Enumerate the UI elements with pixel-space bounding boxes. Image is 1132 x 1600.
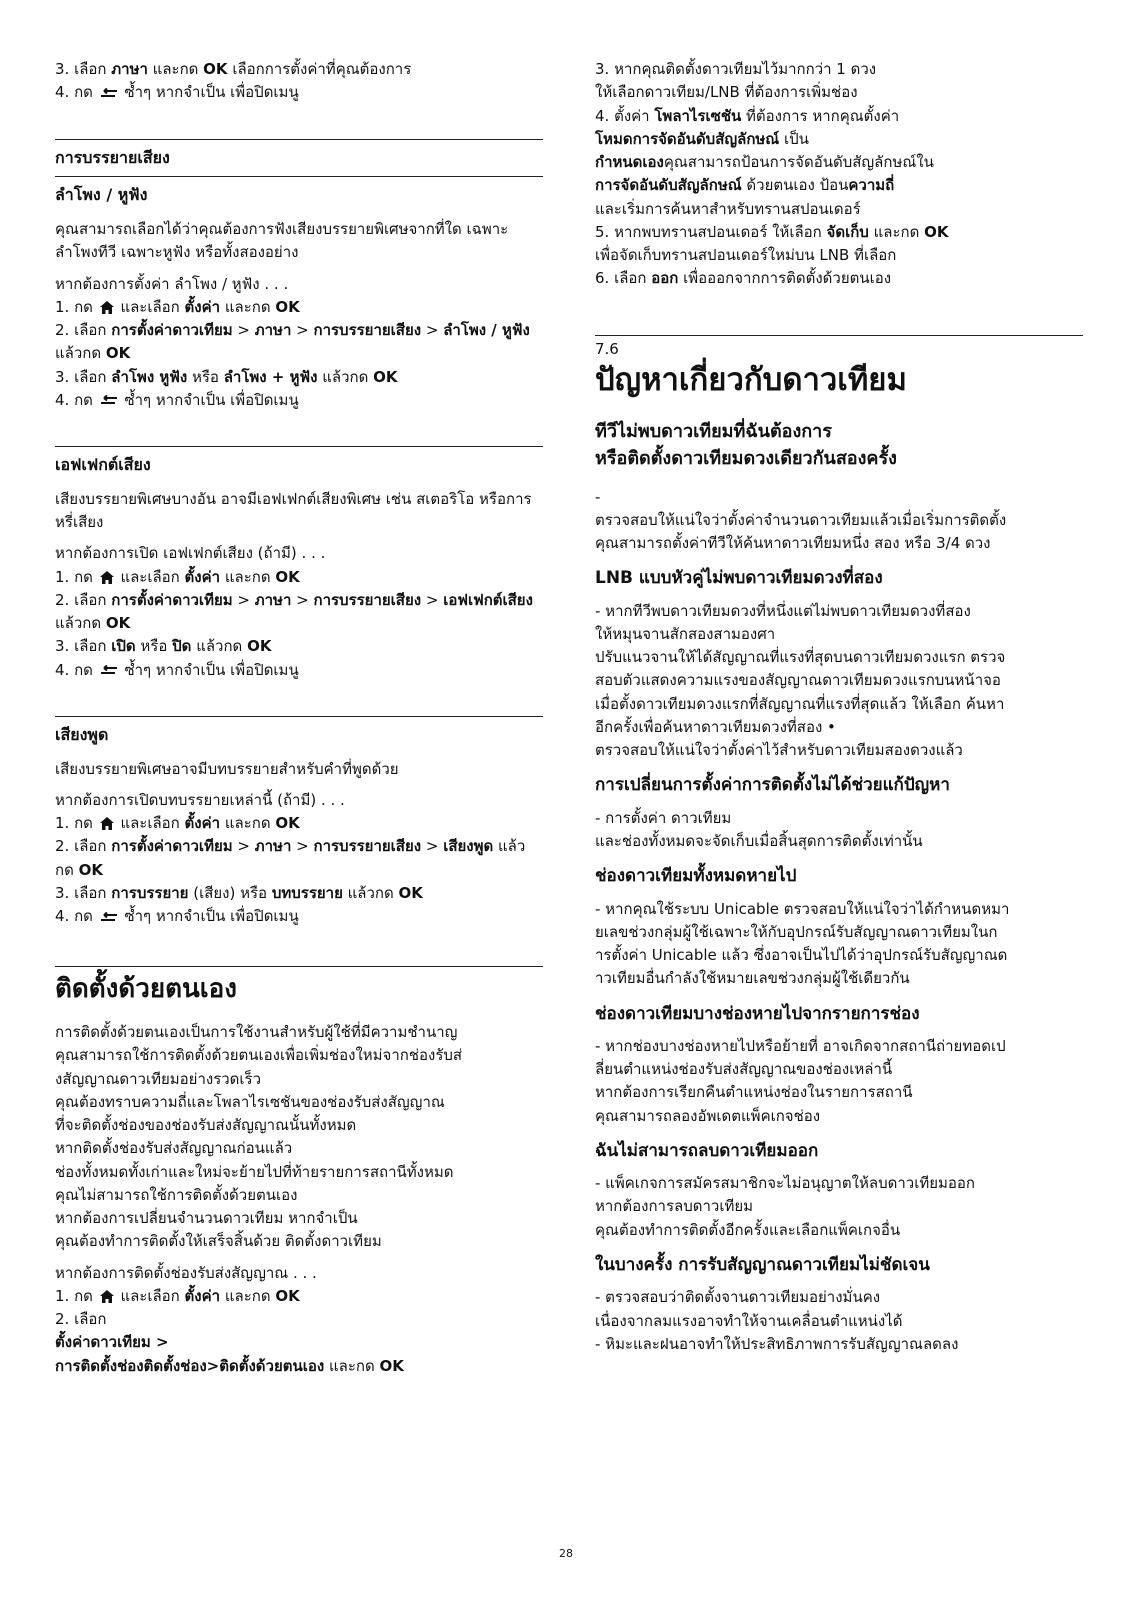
question-title: ช่องดาวเทียมทั้งหมดหายไป: [595, 866, 797, 887]
answer: [595, 600, 1083, 763]
step-line: 6. เลือก ออก เพื่อออกจากการติดตั้งด้วยตนเอง: [595, 269, 892, 288]
step-line: การจัดอันดับสัญลักษณ์ ด้วยตนเอง ป้อนความถี่: [595, 176, 895, 195]
step-line: 2. เลือก: [55, 1310, 107, 1329]
question-title: LNB แบบหัวคู่ไม่พบดาวเทียมดวงที่สอง: [595, 568, 883, 589]
text-line: ยเลขช่วงกลุ่มผู้ใช้เฉพาะให้กับอุปกรณ์รับสัญญาณดาวเทียมในก: [595, 922, 998, 941]
section-title: เอฟเฟกต์เสียง: [55, 446, 543, 478]
text-line: เนื่องจากลมแรงอาจทำให้จานเคลื่อนตำแหน่งได้: [595, 1311, 903, 1330]
text-line: คุณสามารถลองอัพเดตแพ็คเกจช่อง: [595, 1106, 821, 1125]
text-line: -: [595, 487, 601, 506]
page-number: 28: [559, 1547, 573, 1560]
text-line: - หิมะและฝนอาจทำให้ประสิทธิภาพการรับสัญญาณลดลง: [595, 1334, 959, 1353]
step-line: 3. เลือก เปิด หรือ ปิด แล้วกด OK: [55, 637, 272, 656]
chapter-header: [595, 335, 1083, 400]
right-column: [595, 58, 1083, 1364]
lead-line: หากต้องการตั้งค่า ลำโพง / หูฟัง . . .: [55, 274, 289, 293]
step-line: 1. กด และเลือก ตั้งค่า และกด OK: [55, 1286, 300, 1305]
question-title: การเปลี่ยนการตั้งค่าการติดตั้งไม่ได้ช่วยแก้ปัญหา: [595, 775, 950, 796]
answer: [595, 1286, 1083, 1356]
steps: [55, 789, 543, 929]
text-line: ตรวจสอบให้แน่ใจว่าตั้งค่าไว้สำหรับดาวเทียมสองดวงแล้ว: [595, 741, 963, 760]
step-line: โหมดการจัดอันดับสัญลักษณ์ เป็น: [595, 129, 809, 148]
text-line: คุณต้องทำการติดตั้งให้เสร็จสิ้นด้วย ติดตั้งดาวเทียม: [55, 1232, 382, 1251]
text-line: ารตั้งค่า Unicable แล้ว ซึ่งอาจเป็นไปได้ว่าอุปกรณ์รับสัญญาณด: [595, 946, 1008, 965]
manual-steps-continued: [595, 58, 1083, 291]
step-line: 2. เลือก การตั้งค่าดาวเทียม > ภาษา > การบรรยายเสียง > ลำโพง / หูฟัง แล้วกด OK: [55, 321, 530, 363]
text-line: หากต้องการลบดาวเทียม: [595, 1197, 754, 1216]
text-line: - ตรวจสอบว่าติดตั้งจานดาวเทียมอย่างมั่นคง: [595, 1288, 881, 1307]
text-line: ที่จะติดตั้งช่องของช่องรับส่งสัญญาณนั้นทั้งหมด: [55, 1116, 357, 1135]
text-line: - แพ็คเกจการสมัครสมาชิกจะไม่อนุญาตให้ลบดาวเทียมออก: [595, 1174, 975, 1193]
text-line: ลี่ยนตำแหน่งช่องรับส่งสัญญาณของช่องเหล่านี้: [595, 1060, 893, 1079]
text-line: ตรวจสอบให้แน่ใจว่าตั้งค่าจำนวนดาวเทียมแล้วเมื่อเริ่มการติดตั้ง: [595, 510, 1007, 529]
steps: [55, 542, 543, 682]
step-line: ตั้งค่าดาวเทียม >: [55, 1333, 169, 1352]
text-line: การติดตั้งด้วยตนเองเป็นการใช้งานสำหรับผู้ใช้ที่มีความชำนาญ: [55, 1023, 458, 1042]
text-line: คุณต้องทราบความถี่และโพลาไรเซชันของช่องรับส่งสัญญาณ: [55, 1092, 445, 1111]
text-line: - การตั้งค่า ดาวเทียม: [595, 808, 732, 827]
text-line: - หากช่องบางช่องหายไปหรือย้ายที่ อาจเกิดจากสถานีถ่ายทอดเป: [595, 1036, 1006, 1055]
step-line: 2. เลือก การตั้งค่าดาวเทียม > ภาษา > การบรรยายเสียง > เอฟเฟกต์เสียง แล้วกด OK: [55, 590, 533, 633]
text-line: งสัญญาณดาวเทียมอย่างรวดเร็ว: [55, 1069, 262, 1088]
answer: [595, 898, 1083, 991]
paragraph: เสียงบรรยายพิเศษบางอัน อาจมีเอฟเฟกต์เสียงพิเศษ เช่น สเตอริโอ หรือการหรี่เสียง: [55, 489, 532, 532]
steps: [55, 273, 543, 413]
paragraph: คุณสามารถเลือกได้ว่าคุณต้องการฟังเสียงบรรยายพิเศษจากที่ใด เฉพาะ ลำโพงทีวี เฉพาะหูฟัง หรือทั้งสองอย่าง: [55, 220, 509, 262]
step-line: 4. กด ซ้ำๆ หากจำเป็น เพื่อปิดเมนู: [55, 907, 299, 926]
paragraph: [55, 1021, 543, 1254]
question-title: ฉันไม่สามารถลบดาวเทียมออก: [595, 1140, 819, 1161]
step-line: 4. ตั้งค่า โพลาไรเซชัน ที่ต้องการ หากคุณตั้งค่า: [595, 106, 900, 125]
step-line: การติดตั้งช่องติดตั้งช่อง>ติดตั้งด้วยตนเอง และกด OK: [55, 1356, 404, 1375]
left-column: [55, 58, 543, 1386]
home-icon: [100, 1290, 114, 1303]
text-line: ให้หมุนจานสักสองสามองศา: [595, 624, 776, 643]
step-line: 3. เลือก ภาษา และกด OK เลือกการตั้งค่าที่คุณต้องการ: [55, 60, 412, 78]
step-line: 2. เลือก การตั้งค่าดาวเทียม > ภาษา > การบรรยายเสียง > เสียงพูด แล้วกด OK: [55, 837, 526, 879]
step-line: 1. กด และเลือก ตั้งค่า และกด OK: [55, 814, 300, 833]
step-line: เพื่อจัดเก็บทรานสปอนเดอร์ใหม่บน LNB ที่เลือก: [595, 246, 897, 264]
text-line: คุณสามารถใช้การติดตั้งด้วยตนเองเพื่อเพิ่มช่องใหม่จากช่องรับส่: [55, 1046, 463, 1065]
text-line: - หากคุณใช้ระบบ Unicable ตรวจสอบให้แน่ใจว่าได้กำหนดหมา: [595, 899, 1010, 918]
text-line: - หากทีวีพบดาวเทียมดวงที่หนึ่งแต่ไม่พบดาวเทียมดวงที่สอง: [595, 601, 971, 620]
step-line: 5. หากพบทรานสปอนเดอร์ ให้เลือก จัดเก็บ และกด OK: [595, 222, 949, 241]
back-icon: [100, 395, 118, 405]
home-icon: [100, 817, 114, 830]
step-line: และเริ่มการค้นหาสำหรับทรานสปอนเดอร์: [595, 199, 861, 218]
text-line: ปรับแนวจานให้ได้สัญญาณที่แรงที่สุดบนดาวเทียมดวงแรก ตรวจ: [595, 648, 1006, 667]
step-line: 1. กด และเลือก ตั้งค่า และกด OK: [55, 567, 300, 586]
lead-line: หากต้องการเปิด เอฟเฟกต์เสียง (ถ้ามี) . . .: [55, 544, 326, 563]
text-line: คุณไม่สามารถใช้การติดตั้งด้วยตนเอง: [55, 1185, 298, 1204]
section-title: การบรรยายเสียง: [55, 139, 543, 171]
answer: [595, 1172, 1083, 1242]
step-line: 3. เลือก การบรรยาย (เสียง) หรือ บทบรรยาย แล้วกด OK: [55, 883, 423, 902]
text-line: ช่องทั้งหมดทั้งเก่าและใหม่จะย้ายไปที่ท้ายรายการสถานีทั้งหมด: [55, 1162, 454, 1181]
top-steps: [55, 58, 543, 105]
step-line: ให้เลือกดาวเทียม/LNB ที่ต้องการเพิ่มช่อง: [595, 83, 858, 102]
text-line: หากต้องการเรียกคืนตำแหน่งช่องในรายการสถานี: [595, 1083, 913, 1102]
answer: [595, 807, 1083, 854]
text-line: คุณต้องทำการติดตั้งอีกครั้งและเลือกแพ็คเกจอื่น: [595, 1220, 901, 1239]
step-line: 4. กด ซ้ำๆ หากจำเป็น เพื่อปิดเมนู: [55, 83, 299, 102]
question-title: ทีวีไม่พบดาวเทียมที่ฉันต้องการ หรือติดตั้งดาวเทียมดวงเดียวกันสองครั้ง: [595, 420, 897, 469]
step-line: 3. เลือก ลำโพง หูฟัง หรือ ลำโพง + หูฟัง แล้วกด OK: [55, 367, 398, 386]
text-line: เมื่อตั้งดาวเทียมดวงแรกที่สัญญาณที่แรงที่สุดแล้ว ให้เลือก ค้นหา: [595, 694, 1005, 713]
step-line: กำหนดเองคุณสามารถป้อนการจัดอันดับสัญลักษณ์ใน: [595, 153, 934, 171]
paragraph: เสียงบรรยายพิเศษอาจมีบทบรรยายสำหรับคำที่พูดด้วย: [55, 759, 399, 778]
section-title: ติดตั้งด้วยตนเอง: [55, 966, 543, 1007]
answer: [595, 1035, 1083, 1128]
step-line: 1. กด และเลือก ตั้งค่า และกด OK: [55, 297, 300, 316]
question-title: ในบางครั้ง การรับสัญญาณดาวเทียมไม่ชัดเจน: [595, 1254, 930, 1275]
back-icon: [100, 912, 118, 922]
chapter-title: ปัญหาเกี่ยวกับดาวเทียม: [595, 361, 907, 398]
section-title: เสียงพูด: [55, 716, 543, 748]
answer: [595, 486, 1083, 556]
steps: [55, 1262, 543, 1378]
home-icon: [100, 571, 114, 584]
step-line: 4. กด ซ้ำๆ หากจำเป็น เพื่อปิดเมนู: [55, 390, 299, 409]
text-line: หากต้องการเปลี่ยนจำนวนดาวเทียม หากจำเป็น: [55, 1209, 358, 1228]
question-title: ช่องดาวเทียมบางช่องหายไปจากรายการช่อง: [595, 1003, 920, 1024]
text-line: าวเทียมอื่นกำลังใช้หมายเลขช่วงกลุ่มผู้ใช้เดียวกัน: [595, 969, 910, 988]
step-line: 4. กด ซ้ำๆ หากจำเป็น เพื่อปิดเมนู: [55, 660, 299, 679]
text-line: และช่องทั้งหมดจะจัดเก็บเมื่อสิ้นสุดการติดตั้งเท่านั้น: [595, 831, 923, 850]
text-line: สอบตัวแสดงความแรงของสัญญาณดาวเทียมดวงแรกบนหน้าจอ: [595, 671, 1001, 690]
subsection-title: ลำโพง / หูฟัง: [55, 176, 543, 208]
chapter-number: 7.6: [595, 339, 619, 358]
lead-line: หากต้องการติดตั้งช่องรับส่งสัญญาณ . . .: [55, 1263, 317, 1282]
lead-line: หากต้องการเปิดบทบรรยายเหล่านี้ (ถ้ามี) . . .: [55, 790, 345, 809]
text-line: อีกครั้งเพื่อค้นหาดาวเทียมดวงที่สอง •: [595, 717, 836, 736]
text-line: หากติดตั้งช่องรับส่งสัญญาณก่อนแล้ว: [55, 1139, 293, 1158]
text-line: คุณสามารถตั้งค่าทีวีให้ค้นหาดาวเทียมหนึ่ง สอง หรือ 3/4 ดวง: [595, 534, 991, 552]
home-icon: [100, 301, 114, 314]
back-icon: [100, 88, 118, 98]
back-icon: [100, 665, 118, 675]
step-line: 3. หากคุณติดตั้งดาวเทียมไว้มากกว่า 1 ดวง: [595, 60, 877, 78]
